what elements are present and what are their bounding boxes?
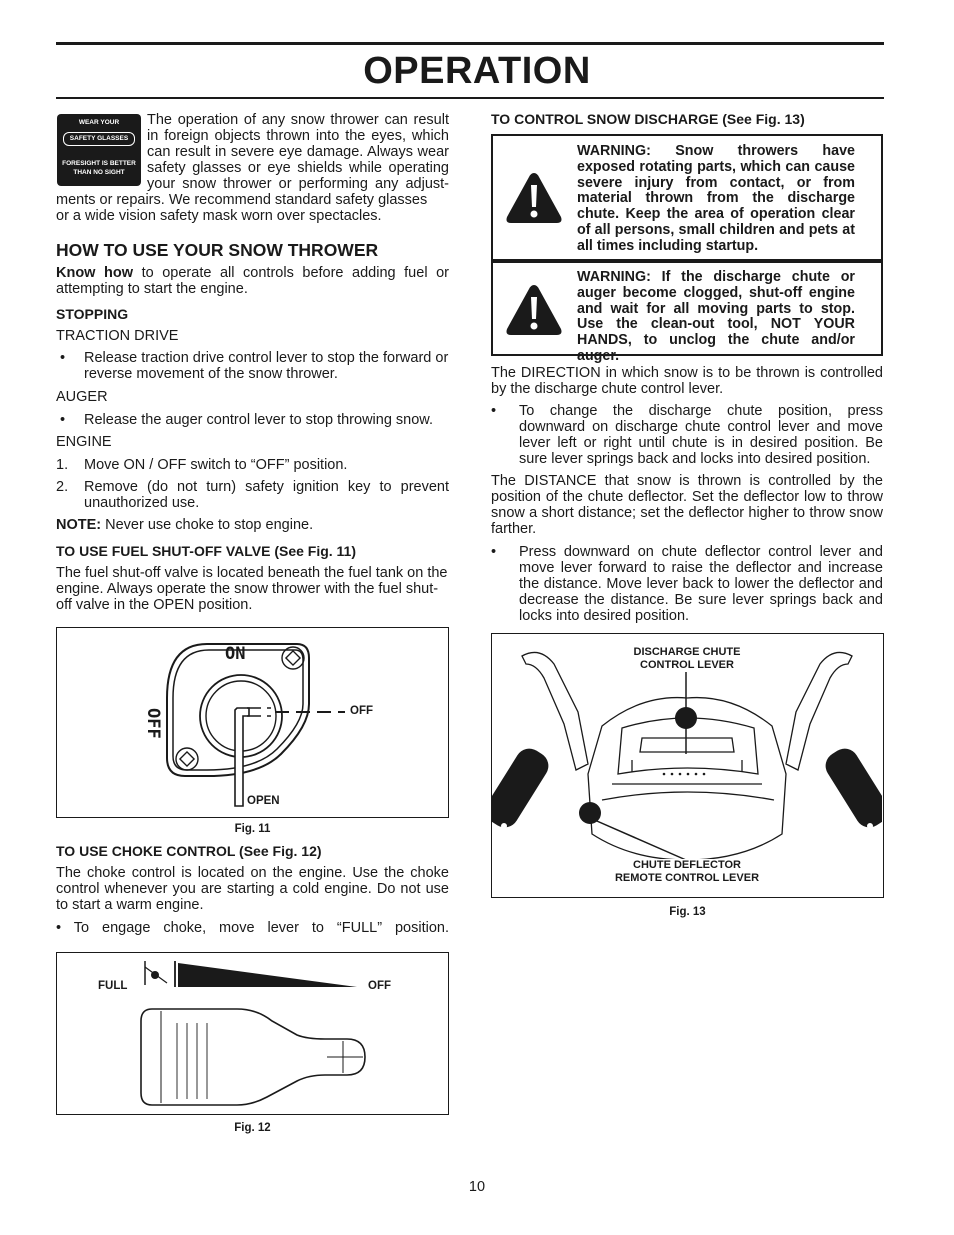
how-to-heading: HOW TO USE YOUR SNOW THROWER: [56, 240, 379, 260]
auger-label: AUGER: [56, 389, 108, 405]
note-bold: NOTE:: [56, 517, 102, 533]
intro-line-3: can result in severe eye damage. Always wear: [147, 144, 449, 160]
full-label: FULL: [98, 980, 128, 992]
intro-wrapped: [147, 112, 449, 192]
intro-line-6: ments or repairs. We recommend standard safety glasses: [56, 192, 428, 208]
on-label: ON: [225, 644, 246, 664]
choke-bullet: • To engage choke, move lever to “FULL” position.: [56, 920, 449, 936]
open-label: OPEN: [247, 795, 280, 807]
chute-deflector-label-2: REMOTE CONTROL LEVER: [614, 872, 760, 884]
step-number: 1.: [56, 457, 69, 473]
intro-line-2: in foreign objects thrown into the eyes, which: [147, 128, 449, 144]
choke-body: The choke control is located on the engine. Use the choke control whenever you are starting a cold engine. Do not use to start a warm engine.: [56, 865, 449, 913]
bullet-dot: •: [491, 544, 497, 560]
badge-line-2: SAFETY GLASSES: [63, 132, 135, 146]
discharge-heading: TO CONTROL SNOW DISCHARGE (See Fig. 13): [491, 111, 805, 127]
know-how-bold: Know how: [56, 265, 134, 281]
stopping-heading: STOPPING: [56, 306, 129, 322]
warning-1-text: WARNING: Snow throwers have exposed rotating parts, which can cause severe injury from contact, or from material thrown from the discharge chute. Keep the area of operation clear of all persons, small children and pets at all times including startup.: [577, 143, 855, 254]
choke-lever-illustration: [57, 953, 447, 1113]
distance-bullet: Press downward on chute deflector control lever and move lever forward to raise the deflector and increase the distance. Move lever back to lower the deflector and decrease the distance. Be sure lever springs back and locks into desired position.: [519, 544, 883, 624]
choke-heading: TO USE CHOKE CONTROL (See Fig. 12): [56, 843, 322, 859]
traction-bullet: Release traction drive control lever to stop the forward or reverse movement of the snow thrower.: [84, 350, 449, 382]
warning-2-text: WARNING: If the discharge chute or auger become clogged, shut-off engine and wait for all moving parts to stop. Use the clean-out tool, NOT YOUR HANDS, to unclog the chute and/or auger.: [577, 269, 855, 364]
warning-box-2: [491, 261, 883, 364]
engine-label: ENGINE: [56, 434, 112, 450]
intro-line-7: or a wide vision safety mask worn over spectacles.: [56, 208, 382, 224]
discharge-chute-label-2: CONTROL LEVER: [640, 659, 734, 671]
traction-label: TRACTION DRIVE: [56, 328, 179, 344]
badge-line-4: THAN NO SIGHT: [73, 169, 125, 176]
bullet-dot: •: [60, 350, 66, 366]
page-title: OPERATION: [363, 50, 591, 92]
warning-box-1: [491, 134, 883, 261]
bullet-dot: •: [491, 403, 497, 419]
fuel-valve-heading: TO USE FUEL SHUT-OFF VALVE (See Fig. 11): [56, 543, 357, 559]
intro-full: [56, 192, 449, 224]
top-rule: [56, 42, 884, 45]
auger-bullet: Release the auger control lever to stop throwing snow.: [84, 412, 434, 428]
distance-paragraph: The DISTANCE that snow is thrown is controlled by the position of the chute deflector. Set the deflector low to throw snow a short distance; set the deflector higher to throw snow farther.: [491, 473, 883, 537]
fuel-valve-body: The fuel shut-off valve is located beneath the fuel tank on the engine. Always operate the snow thrower with the fuel shut-off valve in the OPEN position.: [56, 565, 448, 613]
off-label: OFF: [350, 705, 373, 717]
engine-step-2: Remove (do not turn) safety ignition key to prevent unauthorized use.: [84, 479, 449, 511]
discharge-chute-label-1: DISCHARGE CHUTE: [633, 646, 741, 658]
title-underline: [56, 97, 884, 99]
figure-12: [56, 952, 449, 1115]
figure-11-caption: Fig. 11: [234, 823, 271, 835]
step-number: 2.: [56, 479, 69, 495]
figure-13: [491, 633, 884, 898]
bullet-dot: •: [60, 412, 66, 428]
badge-line-1: WEAR YOUR: [78, 119, 120, 126]
warning-triangle-icon: [505, 171, 563, 225]
badge-line-3: FORESIGHT IS BETTER: [62, 160, 136, 167]
note-rest: Never use choke to stop engine.: [101, 517, 314, 533]
fuel-valve-illustration: [57, 628, 447, 816]
warning-triangle-icon: [505, 283, 563, 337]
figure-12-caption: Fig. 12: [234, 1122, 271, 1134]
figure-11: [56, 627, 449, 818]
know-how-paragraph: [56, 265, 449, 297]
safety-glasses-badge: [57, 114, 141, 186]
intro-line-1: The operation of any snow thrower can result: [147, 112, 449, 128]
engine-step-1: Move ON / OFF switch to “OFF” position.: [84, 457, 348, 473]
direction-paragraph: The DIRECTION in which snow is to be thrown is controlled by the discharge chute control lever.: [491, 365, 883, 397]
note-paragraph: [56, 517, 449, 533]
chute-deflector-label-1: CHUTE DEFLECTOR: [492, 859, 882, 871]
page-number: 10: [468, 1179, 486, 1195]
snow-thrower-illustration: [492, 634, 882, 896]
intro-line-5: your snow thrower or performing any adjust-: [147, 176, 449, 192]
direction-bullet: To change the discharge chute position, press downward on discharge chute control lever and move lever left or right until chute is in desired position. Be sure lever springs back and locks into desired position.: [519, 403, 883, 467]
off-vertical-label: OFF: [143, 708, 163, 739]
off-label: OFF: [368, 980, 391, 992]
intro-line-4: safety glasses or eye shields while operating: [147, 160, 449, 176]
know-how-rest: to operate all controls before adding fuel or attempting to start the engine.: [56, 265, 449, 297]
figure-13-caption: Fig. 13: [669, 906, 706, 918]
